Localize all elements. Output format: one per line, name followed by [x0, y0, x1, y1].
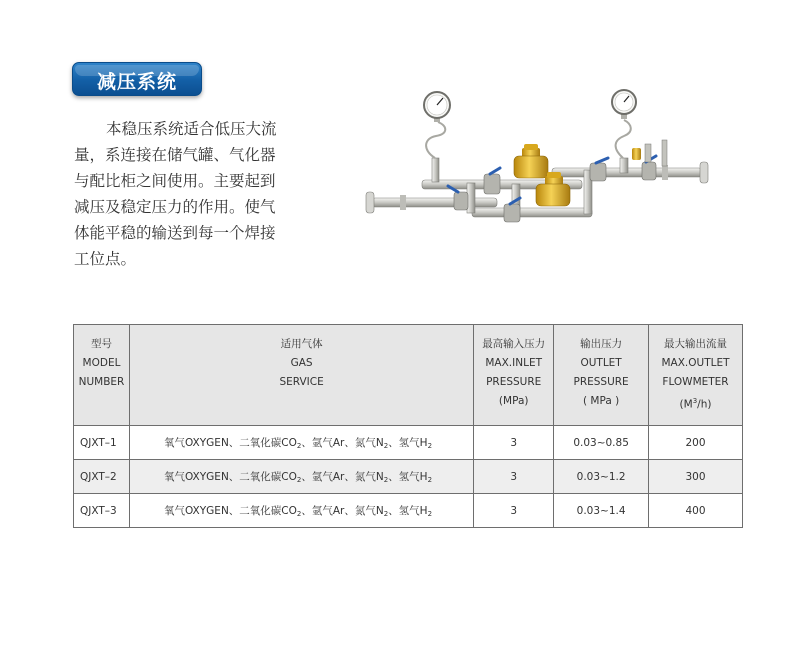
gas-cell: 氧气OXYGEN、二氧化碳$CO_2$、氩气Ar、氮气$N_2$、氢气$H_2$: [129, 426, 473, 460]
intro-line: 与配比柜之间使用。主要起到: [74, 172, 276, 190]
flow-cell: 300: [649, 460, 743, 494]
model-cell: QJXT–2: [74, 460, 130, 494]
inlet-pressure-cell: 3: [474, 426, 554, 460]
inlet-pressure-cell: 3: [474, 494, 554, 528]
inlet-pressure-cell: 3: [474, 460, 554, 494]
table-row: [74, 426, 743, 460]
flow-cell: 200: [649, 426, 743, 460]
table-row: [74, 494, 743, 528]
table-header-row: [74, 325, 743, 426]
intro-line: 减压及稳定压力的作用。使气: [74, 198, 276, 216]
outlet-pressure-cell: 0.03~1.2: [554, 460, 649, 494]
outlet-pressure-cell: 0.03~0.85: [554, 426, 649, 460]
specification-table: [73, 324, 743, 528]
pressure-reducing-system-illustration: [362, 88, 722, 246]
table-row: [74, 460, 743, 494]
column-header-max-outlet-flow: 最大输出流量 MAX.OUTLET FLOWMETER $(M^3/h)$: [649, 325, 743, 426]
gas-cell: 氧气OXYGEN、二氧化碳$CO_2$、氩气Ar、氮气$N_2$、氢气$H_2$: [129, 494, 473, 528]
intro-line: 量，系连接在储气罐、气化器: [74, 146, 276, 164]
intro-line: 体能平稳的输送到每一个焊接: [74, 224, 276, 242]
model-cell: QJXT–1: [74, 426, 130, 460]
column-header-gas-service: 适用气体 GAS SERVICE: [129, 325, 473, 426]
column-header-outlet-pressure: 输出压力 OUTLET PRESSURE ( MPa ): [554, 325, 649, 426]
intro-line: 本稳压系统适合低压大流: [106, 120, 277, 138]
column-header-max-inlet-pressure: 最高输入压力 MAX.INLET PRESSURE (MPa): [474, 325, 554, 426]
column-header-model: 型号 MODEL NUMBER: [74, 325, 130, 426]
intro-paragraph: [74, 116, 334, 272]
section-title: 减压系统: [96, 71, 177, 93]
safety-valves: [632, 140, 667, 166]
outlet-pressure-cell: 0.03~1.4: [554, 494, 649, 528]
flow-cell: 400: [649, 494, 743, 528]
intro-line: 工位点。: [74, 250, 137, 268]
model-cell: QJXT–3: [74, 494, 130, 528]
section-title-badge: [72, 62, 202, 96]
gas-cell: 氧气OXYGEN、二氧化碳$CO_2$、氩气Ar、氮气$N_2$、氢气$H_2$: [129, 460, 473, 494]
